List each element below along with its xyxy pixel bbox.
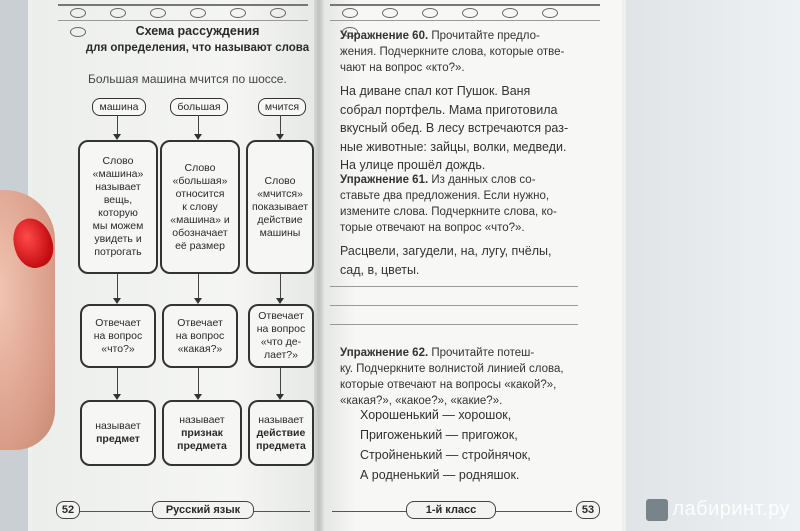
- answer-line[interactable]: [330, 305, 578, 306]
- result-box-predmet: называет предмет: [80, 400, 156, 466]
- answer-line[interactable]: [330, 324, 578, 325]
- footer-grade-label: 1-й класс: [406, 501, 496, 519]
- exercise-61-title: Упражнение 61.: [340, 174, 429, 186]
- question-box-kakaya: Отвечает на вопрос «какая?»: [162, 304, 238, 368]
- exercise-61: Упражнение 61. Из данных слов со- ставьте два предложения. Если нужно, измените слова. Подчеркните слова, ко- торые отвечают на вопрос «что?». Расцвели, загудели, на, лугу, пчёлы, сад, в, цветы.: [340, 172, 585, 279]
- scheme-title-line1: Схема рассуждения: [135, 24, 260, 38]
- result-box-deistvie: называет действие предмета: [248, 400, 314, 466]
- connector-line: [280, 367, 281, 397]
- page-number-left: 52: [56, 501, 80, 519]
- result-box-priznak: называет признак предмета: [162, 400, 242, 466]
- question-box-chto-delaet: Отвечает на вопрос «что де- лает?»: [248, 304, 314, 368]
- word-box-mchitsya: мчится: [258, 98, 306, 116]
- connector-line: [198, 271, 199, 301]
- book-gutter: [314, 0, 324, 531]
- labirint-watermark: лабиринт.ру: [646, 498, 790, 521]
- page-number-right: 53: [576, 501, 600, 519]
- decorative-border-left: [58, 4, 308, 21]
- explain-box-bolshaya: Слово «большая» относится к слову «машина» и обозначает её размер: [160, 140, 240, 274]
- explain-box-mchitsya: Слово «мчится» показывает действие машины: [246, 140, 314, 274]
- exercise-60-text: На диване спал кот Пушок. Ваня собрал портфель. Мама приготовила вкусный обед. В лесу встречаются раз- ные животные: зайцы, волки, медведи. На улице прошёл дождь.: [340, 84, 569, 172]
- word-box-bolshaya: большая: [170, 98, 228, 116]
- connector-line: [280, 271, 281, 301]
- connector-line: [117, 271, 118, 301]
- exercise-62-title: Упражнение 62.: [340, 347, 429, 359]
- connector-line: [198, 367, 199, 397]
- footer-subject-label: Русский язык: [152, 501, 254, 519]
- exercise-62: Упражнение 62. Прочитайте потеш- ку. Подчеркните волнистой линией слова, которые отвечают на вопросы «какой?», «какая?», «какое?», «какие?».: [340, 347, 564, 407]
- exercise-60: Упражнение 60. Прочитайте предло- жения. Подчеркните слова, которые отве- чают на вопрос «кто?». На диване спал кот Пушок. Ваня собрал портфель. Мама приготовила вкусный обед. В лесу встречаются раз- ные животные: зайцы, волки, медведи. На улице прошёл дождь.: [340, 28, 585, 175]
- scheme-title-line2: для определения, что называют слова: [85, 42, 310, 54]
- answer-line[interactable]: [330, 286, 578, 287]
- exercise-62-poem: Хорошенький — хорошок, Пригоженький — пригожок, Стройненький — стройнячок, А родненький — родняшок.: [360, 408, 531, 482]
- labirint-logo-icon: [646, 499, 668, 521]
- exercise-61-words: Расцвели, загудели, на, лугу, пчёлы, сад, в, цветы.: [340, 244, 552, 277]
- background-surface: [610, 0, 800, 531]
- example-sentence: Большая машина мчится по шоссе.: [88, 72, 287, 86]
- decorative-border-right: [330, 4, 600, 21]
- explain-box-mashina: Слово «машина» называет вещь, которую мы можем увидеть и потрогать: [78, 140, 158, 274]
- exercise-60-title: Упражнение 60.: [340, 30, 429, 42]
- word-box-mashina: машина: [92, 98, 146, 116]
- connector-line: [117, 367, 118, 397]
- question-box-chto: Отвечает на вопрос «что?»: [80, 304, 156, 368]
